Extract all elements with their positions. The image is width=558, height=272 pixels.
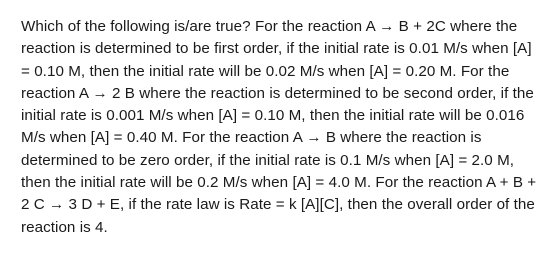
- statement-4: For the reaction A + B + 2 C → 3 D + E, if the rate law is Rate = k [A][C], then the overall order of the reaction is 4.: [21, 174, 537, 236]
- statement-1: For the reaction A → B + 2C where the reaction is determined to be first order, if the initial rate is 0.01 M/s when [A] = 0.10 M, then the initial rate will be 0.02 M/s when [A] = 0.20 M.: [21, 18, 532, 80]
- statement-2: For the reaction A → 2 B where the reaction is determined to be second order, if the initial rate is 0.001 M/s when [A] = 0.10 M, then the initial rate will be 0.016 M/s when [A] = 0.40 M.: [21, 62, 534, 147]
- question-stem: Which of the following is/are true?: [21, 18, 251, 35]
- question-text: [21, 16, 543, 239]
- statement-3: For the reaction A → B where the reaction is determined to be zero order, if the initial rate is 0.1 M/s when [A] = 2.0 M, then the initial rate will be 0.2 M/s when [A] = 4.0 M.: [21, 129, 515, 192]
